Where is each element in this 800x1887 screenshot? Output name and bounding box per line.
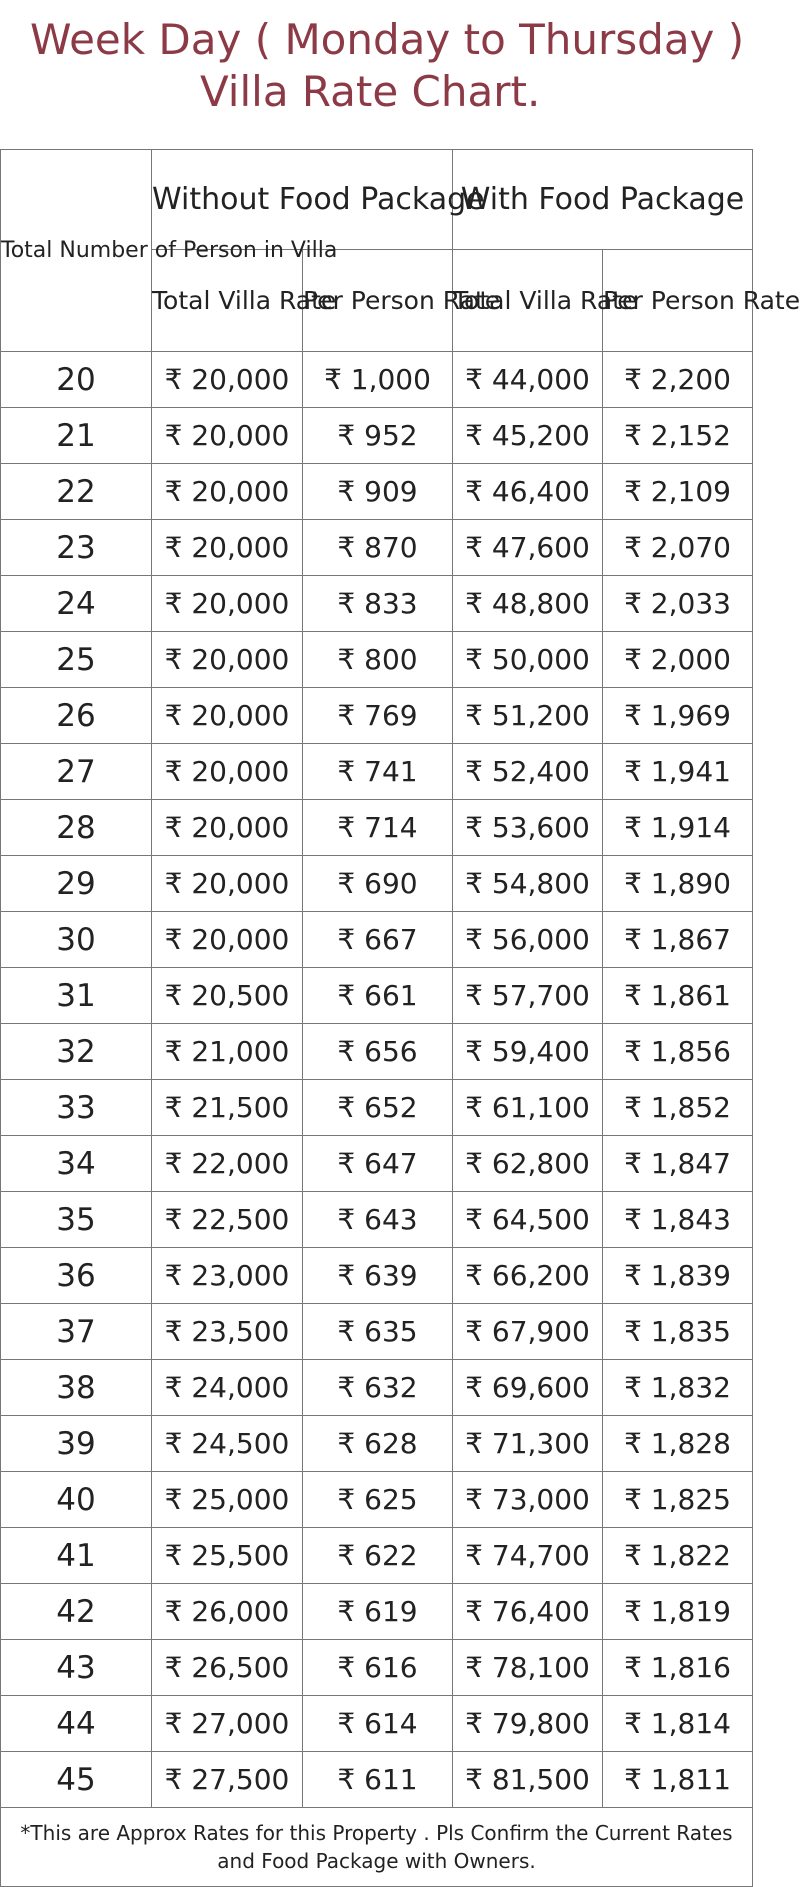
cell-persons: 25 [1, 632, 152, 688]
title-line-weekday: Week Day ( Monday to Thursday ) [30, 15, 745, 64]
cell-without-food-per-person-rate: ₹ 661 [303, 968, 453, 1024]
cell-without-food-per-person-rate: ₹ 616 [303, 1640, 453, 1696]
cell-with-food-per-person-rate: ₹ 2,152 [603, 408, 753, 464]
cell-without-food-total-villa-rate: ₹ 20,000 [152, 912, 303, 968]
cell-persons: 39 [1, 1416, 152, 1472]
cell-with-food-total-villa-rate: ₹ 57,700 [453, 968, 603, 1024]
cell-with-food-total-villa-rate: ₹ 62,800 [453, 1136, 603, 1192]
cell-with-food-per-person-rate: ₹ 1,969 [603, 688, 753, 744]
cell-without-food-total-villa-rate: ₹ 26,000 [152, 1584, 303, 1640]
header-without-food-total-villa-rate: Total Villa Rate [152, 250, 303, 352]
cell-with-food-per-person-rate: ₹ 1,811 [603, 1752, 753, 1808]
cell-without-food-total-villa-rate: ₹ 20,000 [152, 576, 303, 632]
cell-with-food-per-person-rate: ₹ 1,832 [603, 1360, 753, 1416]
cell-without-food-per-person-rate: ₹ 614 [303, 1696, 453, 1752]
cell-with-food-per-person-rate: ₹ 1,819 [603, 1584, 753, 1640]
table-row [1, 1080, 753, 1136]
cell-with-food-per-person-rate: ₹ 1,816 [603, 1640, 753, 1696]
cell-persons: 32 [1, 1024, 152, 1080]
cell-without-food-per-person-rate: ₹ 656 [303, 1024, 453, 1080]
table-row [1, 744, 753, 800]
cell-persons: 24 [1, 576, 152, 632]
cell-persons: 43 [1, 1640, 152, 1696]
cell-with-food-total-villa-rate: ₹ 46,400 [453, 464, 603, 520]
cell-without-food-total-villa-rate: ₹ 20,000 [152, 744, 303, 800]
cell-without-food-per-person-rate: ₹ 800 [303, 632, 453, 688]
table-row [1, 1752, 753, 1808]
table-row [1, 688, 753, 744]
cell-persons: 41 [1, 1528, 152, 1584]
cell-without-food-per-person-rate: ₹ 625 [303, 1472, 453, 1528]
cell-without-food-total-villa-rate: ₹ 20,000 [152, 856, 303, 912]
cell-without-food-per-person-rate: ₹ 690 [303, 856, 453, 912]
cell-persons: 33 [1, 1080, 152, 1136]
cell-with-food-total-villa-rate: ₹ 51,200 [453, 688, 603, 744]
cell-persons: 30 [1, 912, 152, 968]
rate-rows [1, 352, 753, 1808]
cell-persons: 26 [1, 688, 152, 744]
cell-with-food-total-villa-rate: ₹ 79,800 [453, 1696, 603, 1752]
cell-with-food-per-person-rate: ₹ 1,822 [603, 1528, 753, 1584]
cell-with-food-total-villa-rate: ₹ 45,200 [453, 408, 603, 464]
cell-without-food-per-person-rate: ₹ 628 [303, 1416, 453, 1472]
cell-without-food-per-person-rate: ₹ 909 [303, 464, 453, 520]
cell-with-food-per-person-rate: ₹ 1,852 [603, 1080, 753, 1136]
cell-with-food-per-person-rate: ₹ 2,070 [603, 520, 753, 576]
cell-persons: 34 [1, 1136, 152, 1192]
table-row [1, 408, 753, 464]
cell-without-food-total-villa-rate: ₹ 22,500 [152, 1192, 303, 1248]
cell-with-food-per-person-rate: ₹ 1,843 [603, 1192, 753, 1248]
cell-without-food-per-person-rate: ₹ 714 [303, 800, 453, 856]
page-title [0, 0, 753, 150]
cell-with-food-per-person-rate: ₹ 1,861 [603, 968, 753, 1024]
header-with-food-per-person-rate: Per Person Rate [603, 250, 753, 352]
cell-persons: 29 [1, 856, 152, 912]
cell-with-food-per-person-rate: ₹ 1,839 [603, 1248, 753, 1304]
cell-without-food-per-person-rate: ₹ 870 [303, 520, 453, 576]
header-total-persons: Total Number of Person in Villa [1, 150, 152, 352]
cell-without-food-total-villa-rate: ₹ 20,000 [152, 688, 303, 744]
cell-without-food-total-villa-rate: ₹ 24,000 [152, 1360, 303, 1416]
cell-with-food-per-person-rate: ₹ 2,200 [603, 352, 753, 408]
table-row [1, 520, 753, 576]
table-row [1, 1304, 753, 1360]
cell-with-food-total-villa-rate: ₹ 71,300 [453, 1416, 603, 1472]
table-row [1, 800, 753, 856]
cell-without-food-per-person-rate: ₹ 833 [303, 576, 453, 632]
table-row [1, 464, 753, 520]
cell-without-food-total-villa-rate: ₹ 20,000 [152, 352, 303, 408]
cell-with-food-per-person-rate: ₹ 2,033 [603, 576, 753, 632]
cell-without-food-total-villa-rate: ₹ 20,000 [152, 408, 303, 464]
cell-without-food-per-person-rate: ₹ 635 [303, 1304, 453, 1360]
cell-without-food-per-person-rate: ₹ 639 [303, 1248, 453, 1304]
cell-with-food-total-villa-rate: ₹ 53,600 [453, 800, 603, 856]
table-row [1, 856, 753, 912]
cell-persons: 37 [1, 1304, 152, 1360]
cell-with-food-per-person-rate: ₹ 1,890 [603, 856, 753, 912]
cell-without-food-per-person-rate: ₹ 741 [303, 744, 453, 800]
table-row [1, 912, 753, 968]
cell-persons: 36 [1, 1248, 152, 1304]
disclaimer-note: *This are Approx Rates for this Property . Pls Confirm the Current Rates and Food Package with Owners. [1, 1808, 753, 1887]
cell-with-food-total-villa-rate: ₹ 56,000 [453, 912, 603, 968]
table-row [1, 1136, 753, 1192]
cell-without-food-per-person-rate: ₹ 611 [303, 1752, 453, 1808]
cell-without-food-total-villa-rate: ₹ 27,000 [152, 1696, 303, 1752]
cell-without-food-per-person-rate: ₹ 619 [303, 1584, 453, 1640]
cell-persons: 28 [1, 800, 152, 856]
cell-persons: 44 [1, 1696, 152, 1752]
cell-with-food-total-villa-rate: ₹ 52,400 [453, 744, 603, 800]
cell-without-food-per-person-rate: ₹ 632 [303, 1360, 453, 1416]
cell-persons: 40 [1, 1472, 152, 1528]
cell-with-food-total-villa-rate: ₹ 47,600 [453, 520, 603, 576]
cell-without-food-per-person-rate: ₹ 622 [303, 1528, 453, 1584]
table-row [1, 1024, 753, 1080]
table-row [1, 1528, 753, 1584]
cell-with-food-per-person-rate: ₹ 1,856 [603, 1024, 753, 1080]
cell-without-food-total-villa-rate: ₹ 20,500 [152, 968, 303, 1024]
cell-without-food-per-person-rate: ₹ 1,000 [303, 352, 453, 408]
cell-with-food-total-villa-rate: ₹ 59,400 [453, 1024, 603, 1080]
table-row [1, 576, 753, 632]
cell-persons: 45 [1, 1752, 152, 1808]
table-row [1, 1472, 753, 1528]
cell-persons: 27 [1, 744, 152, 800]
cell-persons: 23 [1, 520, 152, 576]
cell-with-food-total-villa-rate: ₹ 76,400 [453, 1584, 603, 1640]
table-row [1, 632, 753, 688]
cell-with-food-per-person-rate: ₹ 1,847 [603, 1136, 753, 1192]
cell-with-food-total-villa-rate: ₹ 44,000 [453, 352, 603, 408]
cell-without-food-per-person-rate: ₹ 952 [303, 408, 453, 464]
table-row [1, 1248, 753, 1304]
cell-persons: 22 [1, 464, 152, 520]
cell-with-food-per-person-rate: ₹ 1,835 [603, 1304, 753, 1360]
cell-with-food-per-person-rate: ₹ 1,867 [603, 912, 753, 968]
cell-with-food-total-villa-rate: ₹ 66,200 [453, 1248, 603, 1304]
cell-with-food-per-person-rate: ₹ 1,941 [603, 744, 753, 800]
cell-without-food-total-villa-rate: ₹ 27,500 [152, 1752, 303, 1808]
cell-persons: 35 [1, 1192, 152, 1248]
cell-without-food-total-villa-rate: ₹ 20,000 [152, 632, 303, 688]
header-with-food-package: With Food Package [453, 150, 753, 250]
cell-without-food-per-person-rate: ₹ 652 [303, 1080, 453, 1136]
cell-with-food-per-person-rate: ₹ 1,914 [603, 800, 753, 856]
cell-with-food-total-villa-rate: ₹ 50,000 [453, 632, 603, 688]
table-row [1, 352, 753, 408]
cell-with-food-total-villa-rate: ₹ 78,100 [453, 1640, 603, 1696]
cell-with-food-total-villa-rate: ₹ 69,600 [453, 1360, 603, 1416]
table-row [1, 968, 753, 1024]
cell-with-food-total-villa-rate: ₹ 74,700 [453, 1528, 603, 1584]
cell-persons: 42 [1, 1584, 152, 1640]
cell-without-food-total-villa-rate: ₹ 21,500 [152, 1080, 303, 1136]
cell-persons: 31 [1, 968, 152, 1024]
cell-persons: 20 [1, 352, 152, 408]
cell-without-food-per-person-rate: ₹ 647 [303, 1136, 453, 1192]
table-row [1, 1640, 753, 1696]
cell-with-food-per-person-rate: ₹ 1,828 [603, 1416, 753, 1472]
table-row [1, 1696, 753, 1752]
cell-without-food-total-villa-rate: ₹ 24,500 [152, 1416, 303, 1472]
cell-without-food-total-villa-rate: ₹ 23,000 [152, 1248, 303, 1304]
cell-without-food-total-villa-rate: ₹ 26,500 [152, 1640, 303, 1696]
title-line-rate-chart: Villa Rate Chart. [200, 67, 541, 116]
cell-without-food-total-villa-rate: ₹ 25,000 [152, 1472, 303, 1528]
header-without-food-per-person-rate: Per Person Rate [303, 250, 453, 352]
cell-without-food-per-person-rate: ₹ 667 [303, 912, 453, 968]
cell-with-food-total-villa-rate: ₹ 64,500 [453, 1192, 603, 1248]
header-without-food-package: Without Food Package [152, 150, 453, 250]
cell-with-food-per-person-rate: ₹ 2,109 [603, 464, 753, 520]
cell-with-food-total-villa-rate: ₹ 73,000 [453, 1472, 603, 1528]
cell-with-food-per-person-rate: ₹ 1,814 [603, 1696, 753, 1752]
cell-without-food-total-villa-rate: ₹ 20,000 [152, 464, 303, 520]
cell-without-food-total-villa-rate: ₹ 25,500 [152, 1528, 303, 1584]
cell-persons: 38 [1, 1360, 152, 1416]
cell-persons: 21 [1, 408, 152, 464]
cell-with-food-total-villa-rate: ₹ 48,800 [453, 576, 603, 632]
cell-without-food-total-villa-rate: ₹ 22,000 [152, 1136, 303, 1192]
cell-with-food-per-person-rate: ₹ 2,000 [603, 632, 753, 688]
table-row [1, 1192, 753, 1248]
table-row [1, 1584, 753, 1640]
cell-with-food-per-person-rate: ₹ 1,825 [603, 1472, 753, 1528]
cell-with-food-total-villa-rate: ₹ 81,500 [453, 1752, 603, 1808]
cell-without-food-per-person-rate: ₹ 769 [303, 688, 453, 744]
table-row [1, 1416, 753, 1472]
cell-without-food-total-villa-rate: ₹ 23,500 [152, 1304, 303, 1360]
cell-with-food-total-villa-rate: ₹ 67,900 [453, 1304, 603, 1360]
cell-without-food-total-villa-rate: ₹ 20,000 [152, 800, 303, 856]
cell-with-food-total-villa-rate: ₹ 61,100 [453, 1080, 603, 1136]
header-with-food-total-villa-rate: Total Villa Rate [453, 250, 603, 352]
cell-without-food-total-villa-rate: ₹ 21,000 [152, 1024, 303, 1080]
cell-without-food-per-person-rate: ₹ 643 [303, 1192, 453, 1248]
cell-with-food-total-villa-rate: ₹ 54,800 [453, 856, 603, 912]
cell-without-food-total-villa-rate: ₹ 20,000 [152, 520, 303, 576]
villa-rate-table [0, 149, 800, 1887]
table-row [1, 1360, 753, 1416]
